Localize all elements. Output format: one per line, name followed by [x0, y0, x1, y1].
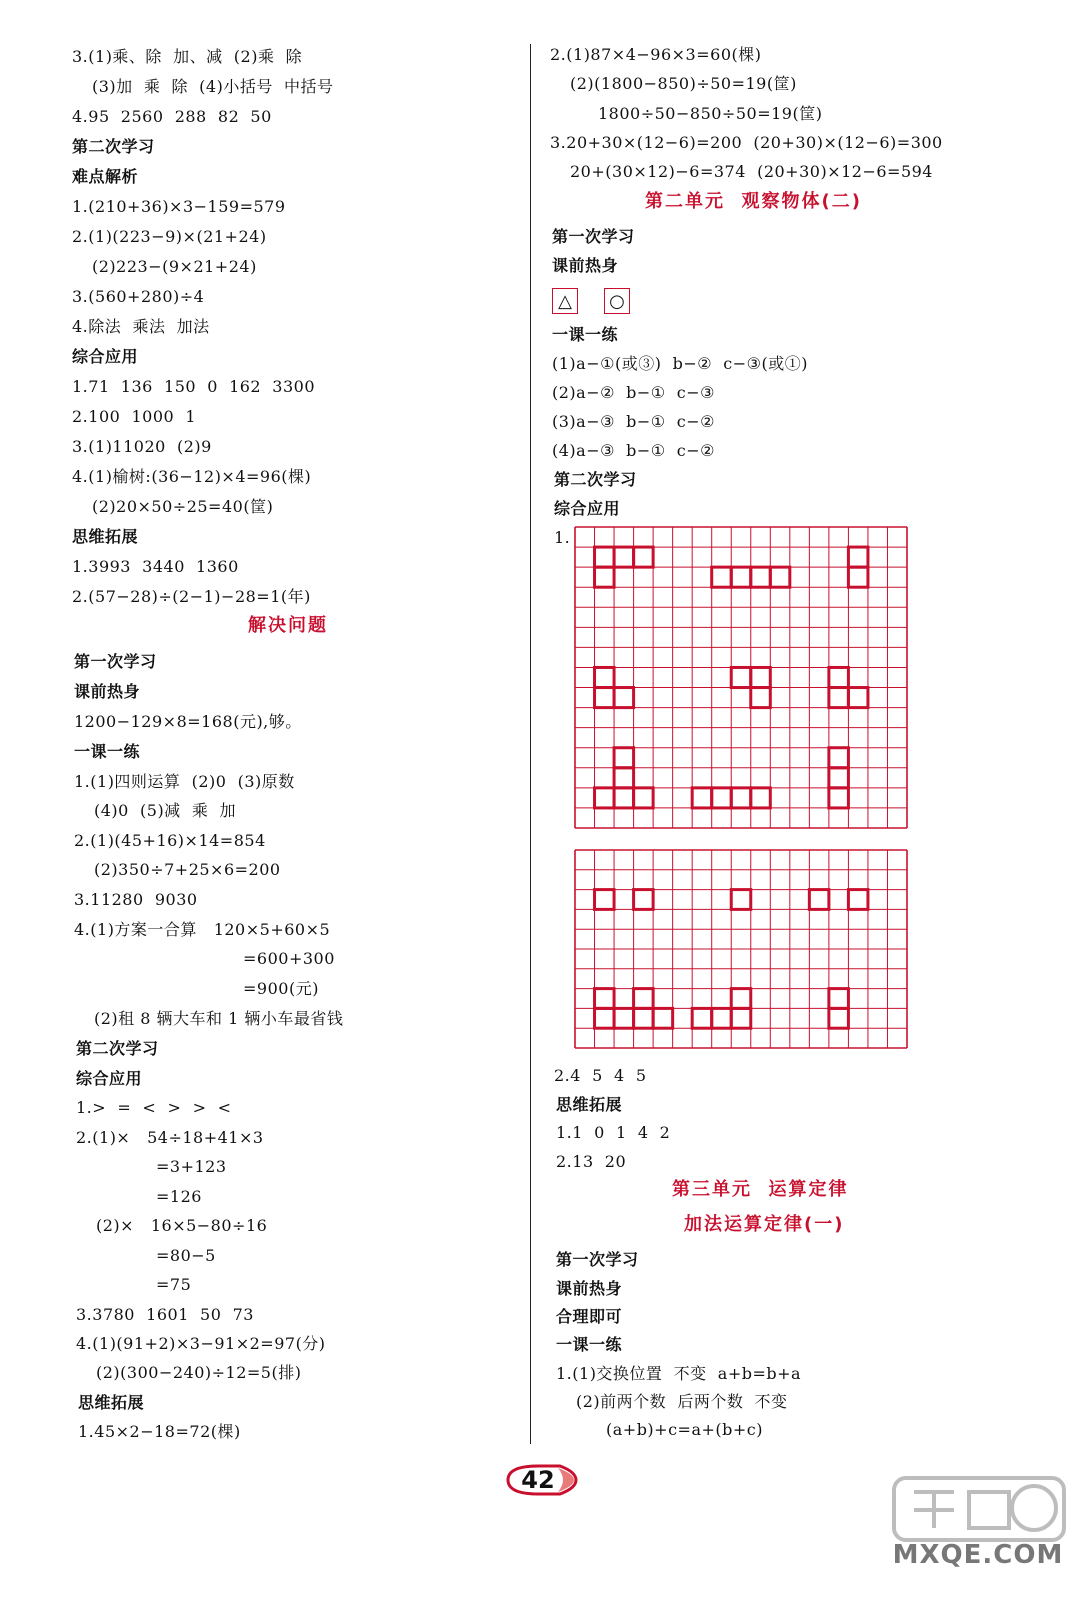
view-figure-cell: [595, 890, 615, 910]
subsection-label: 思维拓展: [78, 1393, 145, 1412]
view-figure-cell: [751, 688, 771, 708]
view-figure-cell: [614, 547, 634, 567]
answer-line: 3.11280 9030: [74, 890, 198, 909]
subsection-label: 思维拓展: [556, 1095, 623, 1114]
subsection-label: 综合应用: [76, 1069, 143, 1088]
answer-line: 4.除法 乘法 加法: [72, 317, 210, 336]
answer-line: 2.4 5 4 5: [554, 1066, 647, 1085]
view-figure-cell: [829, 748, 849, 768]
answer-line: 3.20+30×(12−6)=200 (20+30)×(12−6)=300: [550, 133, 943, 152]
view-figure-cell: [751, 788, 771, 808]
answer-line: 20+(30×12)−6=374 (20+30)×12−6=594: [570, 162, 933, 181]
answer-line: 3.(1)11020 (2)9: [72, 437, 212, 456]
view-figure-cell: [829, 688, 849, 708]
answer-line: =900(元): [243, 979, 319, 998]
answer-line: 3.(1)乘、除 加、减 (2)乘 除: [72, 47, 303, 66]
subsection-label: 综合应用: [72, 347, 139, 366]
watermark-text: MXQE.COM: [892, 1540, 1064, 1570]
view-figure-cell: [731, 890, 751, 910]
subsection-label: 一课一练: [74, 742, 141, 761]
answer-line: 1.45×2−18=72(棵): [78, 1422, 241, 1441]
grid-diagram-bottom: [574, 849, 908, 1049]
view-figure-cell: [848, 547, 868, 567]
subsection-label: 一课一练: [556, 1335, 623, 1354]
section-heading: 解决问题: [248, 615, 328, 636]
view-figure-cell: [712, 1008, 732, 1028]
view-figure-cell: [692, 788, 712, 808]
view-figure-cell: [731, 567, 751, 587]
section-heading: 第二单元 观察物体(二): [645, 191, 862, 212]
view-figure-cell: [595, 667, 615, 687]
answer-line: 4.95 2560 288 82 50: [72, 107, 272, 126]
answer-line: =75: [156, 1275, 192, 1294]
watermark-logo-icon: [884, 1470, 1074, 1590]
answer-line: (2)前两个数 后两个数 不变: [576, 1392, 788, 1411]
view-figure-cell: [731, 989, 751, 1009]
answer-line: (3)a−③ b−① c−②: [552, 412, 715, 431]
column-divider: [530, 44, 531, 1444]
view-figure-cell: [770, 567, 790, 587]
view-figure-cell: [634, 989, 654, 1009]
answer-line: 1200−129×8=168(元),够。: [74, 712, 302, 731]
view-figure-cell: [829, 788, 849, 808]
answer-line: (2)223−(9×21+24): [92, 257, 257, 276]
subsection-label: 课前热身: [74, 682, 141, 701]
answer-line: 4.(1)榆树:(36−12)×4=96(棵): [72, 467, 312, 486]
view-figure-cell: [712, 567, 732, 587]
subsection-label: 第一次学习: [74, 652, 157, 671]
answer-line: 1.(210+36)×3−159=579: [72, 197, 286, 216]
view-figure-cell: [692, 1008, 712, 1028]
answer-line: (2)(1800−850)÷50=19(筐): [570, 74, 797, 93]
answer-line: 2.13 20: [556, 1152, 627, 1171]
answer-line: 1.> = < > > <: [76, 1098, 232, 1117]
subsection-label: 第一次学习: [556, 1250, 639, 1269]
grid-diagram-top: [574, 526, 908, 829]
view-figure-cell: [614, 748, 634, 768]
answer-line: 4.(1)方案一合算 120×5+60×5: [74, 920, 331, 939]
view-figure-cell: [595, 989, 615, 1009]
answer-line: (1)a−①(或③) b−② c−③(或①): [552, 354, 808, 373]
view-figure-cell: [614, 768, 634, 788]
view-figure-cell: [848, 567, 868, 587]
view-figure-cell: [731, 1008, 751, 1028]
answer-line: 2.(1)(223−9)×(21+24): [72, 227, 267, 246]
answer-line: 1.(1)四则运算 (2)0 (3)原数: [74, 772, 295, 791]
view-figure-cell: [595, 1008, 615, 1028]
answer-line: (4)a−③ b−① c−②: [552, 441, 715, 460]
triangle-icon: △: [558, 290, 572, 312]
view-figure-cell: [751, 567, 771, 587]
answer-line: 2.(1)(45+16)×14=854: [74, 831, 266, 850]
view-figure-cell: [829, 667, 849, 687]
circle-icon: ○: [609, 290, 625, 312]
answer-line: =600+300: [243, 949, 335, 968]
answer-line: 4.(1)(91+2)×3−91×2=97(分): [76, 1334, 326, 1353]
page-number: 42: [521, 1466, 555, 1494]
view-figure-cell: [595, 547, 615, 567]
answer-line: (2)× 16×5−80÷16: [96, 1216, 268, 1235]
view-figure-cell: [731, 667, 751, 687]
answer-line: 2.100 1000 1: [72, 407, 197, 426]
answer-line: =80−5: [156, 1246, 216, 1265]
section-heading: 加法运算定律(一): [684, 1214, 845, 1235]
answer-line: 3.3780 1601 50 73: [76, 1305, 254, 1324]
answer-line: (2)租 8 辆大车和 1 辆小车最省钱: [94, 1009, 344, 1028]
view-figure-cell: [731, 788, 751, 808]
view-figure-cell: [712, 788, 732, 808]
subsection-label: 第一次学习: [552, 227, 635, 246]
subsection-label: 课前热身: [556, 1279, 623, 1298]
answer-line: 2.(1)87×4−96×3=60(棵): [550, 45, 762, 64]
answer-line: 1.3993 3440 1360: [72, 557, 239, 576]
answer-line: (3)加 乘 除 (4)小括号 中括号: [92, 77, 334, 96]
triangle-shape-box: [552, 288, 578, 314]
answer-line: 1800÷50−850÷50=19(筐): [598, 104, 823, 123]
answer-line: 1.71 136 150 0 162 3300: [72, 377, 315, 396]
view-figure-cell: [829, 768, 849, 788]
view-figure-cell: [614, 788, 634, 808]
answer-line: (2)(300−240)÷12=5(排): [96, 1363, 302, 1382]
subsection-label: 合理即可: [556, 1307, 623, 1326]
view-figure-cell: [634, 1008, 654, 1028]
view-figure-cell: [848, 688, 868, 708]
view-figure-cell: [829, 989, 849, 1009]
answer-line: 1.1 0 1 4 2: [556, 1123, 671, 1142]
view-figure-cell: [848, 890, 868, 910]
view-figure-cell: [653, 1008, 673, 1028]
answer-line: =3+123: [156, 1157, 227, 1176]
answer-line: 3.(560+280)÷4: [72, 287, 205, 306]
view-figure-cell: [809, 890, 829, 910]
answer-line: 2.(57−28)÷(2−1)−28=1(年): [72, 587, 311, 606]
answer-line: =126: [156, 1187, 202, 1206]
answer-line: (2)a−② b−① c−③: [552, 383, 715, 402]
subsection-label: 第二次学习: [554, 470, 637, 489]
view-figure-cell: [634, 547, 654, 567]
section-heading: 第三单元 运算定律: [672, 1179, 849, 1200]
subsection-label: 思维拓展: [72, 527, 139, 546]
subsection-label: 第二次学习: [76, 1039, 159, 1058]
view-figure-cell: [595, 688, 615, 708]
subsection-label: 综合应用: [554, 499, 621, 518]
view-figure-cell: [595, 788, 615, 808]
view-figure-cell: [751, 667, 771, 687]
view-figure-cell: [614, 1008, 634, 1028]
answer-line: (a+b)+c=a+(b+c): [606, 1420, 763, 1439]
view-figure-cell: [634, 788, 654, 808]
answer-line: 2.(1)× 54÷18+41×3: [76, 1128, 264, 1147]
subsection-label: 难点解析: [72, 167, 139, 186]
subsection-label: 第二次学习: [72, 137, 155, 156]
answer-line: (2)20×50÷25=40(筐): [92, 497, 274, 516]
subsection-label: 一课一练: [552, 325, 619, 344]
answer-line: 1.(1)交换位置 不变 a+b=b+a: [556, 1364, 802, 1383]
view-figure-cell: [829, 1008, 849, 1028]
circle-shape-box: [604, 288, 630, 314]
answer-line: (2)350÷7+25×6=200: [94, 860, 281, 879]
view-figure-cell: [595, 567, 615, 587]
answer-line: (4)0 (5)减 乘 加: [94, 801, 237, 820]
view-figure-cell: [634, 890, 654, 910]
answer-line: 1.: [554, 528, 571, 547]
subsection-label: 课前热身: [552, 256, 619, 275]
view-figure-cell: [614, 688, 634, 708]
